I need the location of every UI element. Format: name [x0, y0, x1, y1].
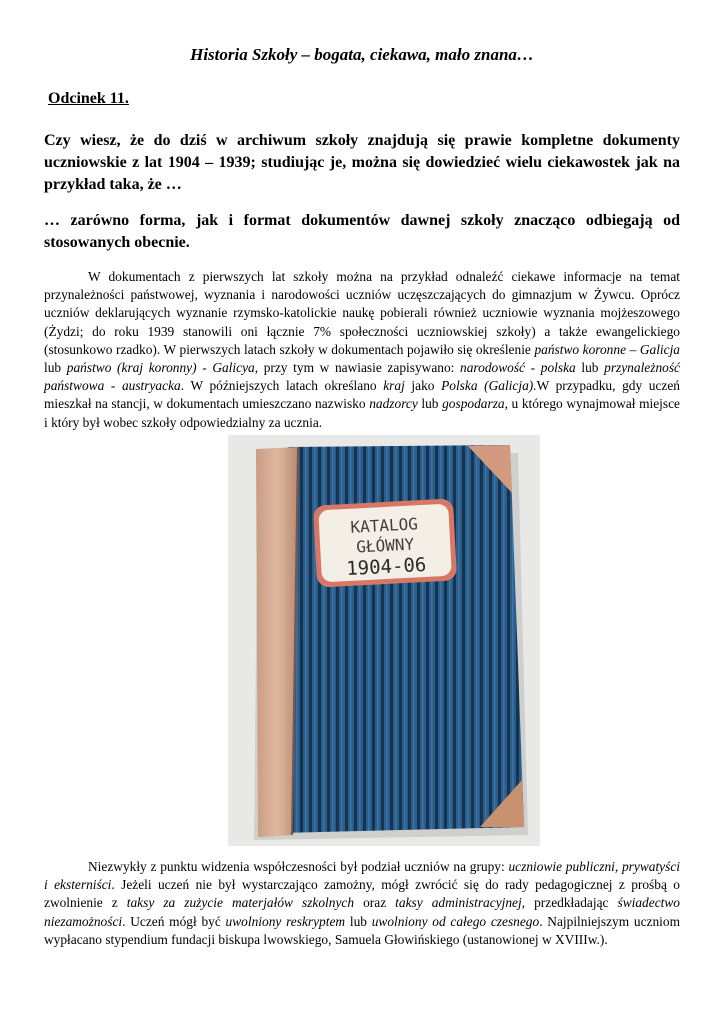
label-line-3: 1904-06: [345, 553, 427, 581]
text-run: lub: [345, 913, 372, 929]
episode-heading: Odcinek 11.: [48, 90, 129, 107]
paragraph-1: [44, 268, 680, 432]
italic-run: taksy za zużycie materjałów szkolnych: [126, 895, 355, 911]
text-run: oraz: [354, 895, 396, 911]
text-run: . W późniejszych latach określano: [180, 378, 384, 394]
italic-run: Polska (Galicja).: [441, 378, 537, 394]
lead-question: Czy wiesz, że do dziś w archiwum szkoły znajdują się prawie kompletne dokumenty uczniowskie z lat 1904 – 1939; studiując je, można się dowiedzieć wielu ciekawostek jak na przykład taka, że …: [44, 132, 680, 193]
paragraph-2: [44, 858, 680, 949]
text-run: . Uczeń mógł być: [122, 913, 226, 929]
text-run: W dokumentach z pierwszych lat szkoły można na przykład odnaleźć ciekawe informacje na temat przynależności państwowej, wyznania i narodowości uczniów uczęszczających do gimnazjum w Żywcu. Oprócz uczniów deklarujących wyznanie rzymsko-katolickie naukę pobierali również uczniowie wyznania mojżeszowego (Żydzi; do roku 1939 stanowili oni łącznie 7% społeczności uczniowskiej szkoły) a także ewangelickiego (stosunkowo rzadko). W pierwszych latach szkoły w dokumentach pojawiło się określenie: [44, 269, 680, 357]
label-line-1: KATALOG: [349, 514, 419, 537]
italic-run: przynależność państwowa - austryacka: [44, 360, 680, 394]
book-illustration: [228, 435, 540, 846]
italic-run: uczniowie publiczni, prywatyści i eksterniści: [44, 859, 680, 893]
text-run: , przedkładając: [521, 895, 618, 911]
label-line-2: GŁÓWNY: [355, 534, 415, 557]
text-run: Niezwykły z punktu widzenia współczesności był podział uczniów na grupy:: [88, 859, 509, 874]
italic-run: państwo koronne – Galicja: [534, 341, 680, 357]
italic-run: uwolniony od całego czesnego: [371, 913, 540, 929]
text-run: lub: [417, 396, 443, 412]
italic-run: kraj: [383, 378, 405, 394]
text-run: . Jeżeli uczeń nie był wystarczająco zamożny, mógł zwrócić się do rady pedagogicznej z prośbą o zwolnienie z: [44, 877, 680, 911]
italic-run: uwolniony reskryptem: [225, 913, 346, 929]
text-run: jako: [404, 378, 442, 394]
text-run: W przypadku, gdy uczeń mieszkał na stancji, w dokumentach umieszczano nazwisko: [44, 378, 680, 412]
catalog-label: [313, 498, 457, 587]
lead-answer: … zarówno forma, jak i format dokumentów dawnej szkoły znacząco odbiegają od stosowanych obecnie.: [44, 212, 680, 251]
italic-run: świadectwo niezamożności: [44, 895, 680, 929]
text-run: . Najpilniejszym uczniom wypłacano stypendium fundacji biskupa lwowskiego, Samuela Głowińskiego (ustanowionej w XVIIIw.).: [44, 913, 680, 947]
catalog-book-photo: [228, 435, 540, 846]
italic-run: taksy administracyjnej: [395, 895, 522, 911]
book-spine: [256, 447, 298, 837]
text-run: lub: [575, 360, 605, 376]
italic-run: państwo (kraj koronny) - Galicya: [66, 360, 255, 376]
text-run: lub: [44, 360, 67, 376]
text-run: , u którego wynajmował miejsce i który był wobec szkoły odpowiedzialny za ucznia.: [44, 396, 680, 430]
text-run: , przy tym w nawiasie zapisywano:: [254, 360, 461, 376]
italic-run: nadzorcy: [369, 396, 418, 412]
italic-run: narodowość - polska: [460, 360, 576, 376]
italic-run: gospodarza: [442, 396, 505, 412]
article-title: Historia Szkoły – bogata, ciekawa, mało znana…: [190, 45, 534, 64]
